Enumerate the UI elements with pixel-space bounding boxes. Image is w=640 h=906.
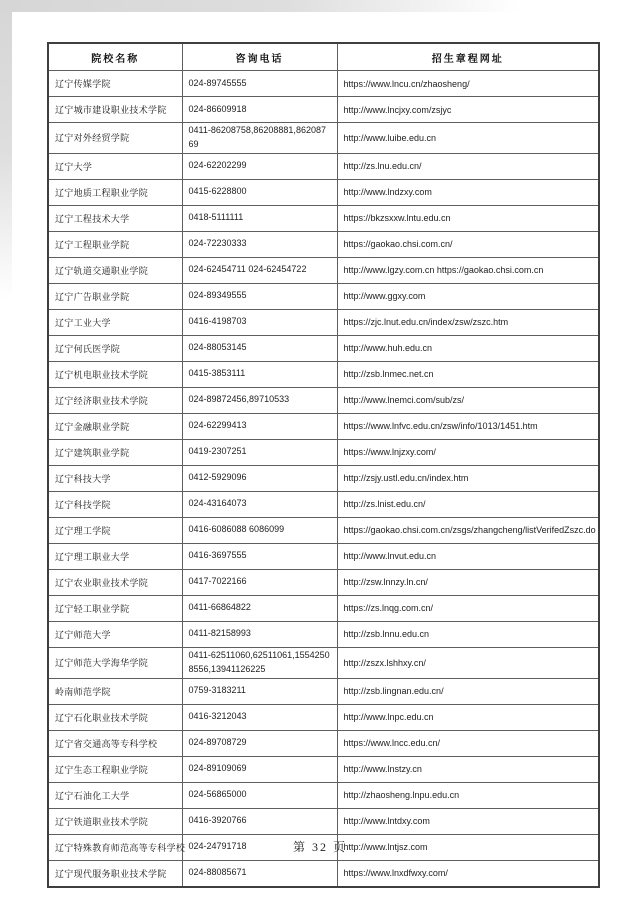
- college-name-cell: 辽宁工业大学: [48, 309, 182, 335]
- page-number: 第 32 页: [292, 840, 347, 854]
- table-row: [48, 153, 599, 179]
- table-row: [48, 678, 599, 704]
- table-row: [48, 647, 599, 678]
- admission-url-cell: https://www.lnfvc.edu.cn/zsw/info/1013/1451.htm: [337, 413, 599, 439]
- college-name-cell: 辽宁铁道职业技术学院: [48, 808, 182, 834]
- phone-cell: 0412-5929096: [182, 465, 337, 491]
- admission-url-cell: http://zsw.lnnzy.ln.cn/: [337, 569, 599, 595]
- phone-cell: 0415-6228800: [182, 179, 337, 205]
- phone-cell: 0416-3920766: [182, 808, 337, 834]
- table-row: [48, 71, 599, 97]
- scan-edge-top: [0, 0, 520, 12]
- admission-url-cell: https://www.lncu.cn/zhaosheng/: [337, 71, 599, 97]
- admission-url-cell: http://zszx.lshhxy.cn/: [337, 647, 599, 678]
- admission-url-cell: http://www.lntjsz.com: [337, 834, 599, 860]
- college-name-cell: 岭南师范学院: [48, 678, 182, 704]
- table-row: [48, 465, 599, 491]
- phone-cell: 024-89349555: [182, 283, 337, 309]
- phone-cell: 0416-3697555: [182, 543, 337, 569]
- phone-cell: 0411-86208758,86208881,86208769: [182, 123, 337, 154]
- phone-cell: 024-88053145: [182, 335, 337, 361]
- admission-url-cell: http://zsb.lnnu.edu.cn: [337, 621, 599, 647]
- phone-cell: 0411-82158993: [182, 621, 337, 647]
- table-row: [48, 517, 599, 543]
- phone-cell: 0759-3183211: [182, 678, 337, 704]
- phone-cell: 024-62202299: [182, 153, 337, 179]
- phone-cell: 024-86609918: [182, 97, 337, 123]
- admission-url-cell: https://gaokao.chsi.com.cn/zsgs/zhangcheng/listVerifedZszc.do: [337, 517, 599, 543]
- college-name-cell: 辽宁对外经贸学院: [48, 123, 182, 154]
- college-name-cell: 辽宁科技大学: [48, 465, 182, 491]
- table-row: [48, 704, 599, 730]
- college-name-cell: 辽宁轻工职业学院: [48, 595, 182, 621]
- table-row: [48, 569, 599, 595]
- admission-url-cell: https://gaokao.chsi.com.cn/: [337, 231, 599, 257]
- phone-cell: 024-72230333: [182, 231, 337, 257]
- table-row: [48, 621, 599, 647]
- phone-cell: 0411-62511060,62511061,15542508556,13941126225: [182, 647, 337, 678]
- table-row: [48, 439, 599, 465]
- table-row: [48, 808, 599, 834]
- phone-cell: 0418-5111111: [182, 205, 337, 231]
- phone-cell: 0416-6086088 6086099: [182, 517, 337, 543]
- college-name-cell: 辽宁工程职业学院: [48, 231, 182, 257]
- college-name-cell: 辽宁建筑职业学院: [48, 439, 182, 465]
- college-name-cell: 辽宁理工职业大学: [48, 543, 182, 569]
- admission-url-cell: http://zsb.lnmec.net.cn: [337, 361, 599, 387]
- admission-url-cell: http://zhaosheng.lnpu.edu.cn: [337, 782, 599, 808]
- admission-url-cell: https://www.lncc.edu.cn/: [337, 730, 599, 756]
- admission-url-cell: http://zs.lnist.edu.cn/: [337, 491, 599, 517]
- admission-url-cell: http://www.lntdxy.com: [337, 808, 599, 834]
- table-row: [48, 97, 599, 123]
- phone-cell: 024-89708729: [182, 730, 337, 756]
- admission-url-cell: http://www.lnemci.com/sub/zs/: [337, 387, 599, 413]
- college-name-cell: 辽宁工程技术大学: [48, 205, 182, 231]
- college-name-cell: 辽宁石油化工大学: [48, 782, 182, 808]
- college-name-cell: 辽宁城市建设职业技术学院: [48, 97, 182, 123]
- college-name-cell: 辽宁生态工程职业学院: [48, 756, 182, 782]
- admission-url-cell: http://www.luibe.edu.cn: [337, 123, 599, 154]
- table-row: [48, 335, 599, 361]
- phone-cell: 024-89872456,89710533: [182, 387, 337, 413]
- college-name-cell: 辽宁师范大学: [48, 621, 182, 647]
- college-name-cell: 辽宁机电职业技术学院: [48, 361, 182, 387]
- college-name-cell: 辽宁理工学院: [48, 517, 182, 543]
- admission-url-cell: http://www.lnstzy.cn: [337, 756, 599, 782]
- phone-cell: 0415-3853111: [182, 361, 337, 387]
- college-contact-table: [47, 42, 600, 888]
- admission-url-cell: http://www.huh.edu.cn: [337, 335, 599, 361]
- college-name-cell: 辽宁广告职业学院: [48, 283, 182, 309]
- table-row: [48, 543, 599, 569]
- table-row: [48, 860, 599, 887]
- admission-url-cell: http://www.lnvut.edu.cn: [337, 543, 599, 569]
- admission-url-cell: https://zjc.lnut.edu.cn/index/zsw/zszc.htm: [337, 309, 599, 335]
- table-row: [48, 309, 599, 335]
- table-row: [48, 361, 599, 387]
- college-name-cell: 辽宁师范大学海华学院: [48, 647, 182, 678]
- phone-cell: 0416-3212043: [182, 704, 337, 730]
- table-row: [48, 257, 599, 283]
- phone-cell: 0411-66864822: [182, 595, 337, 621]
- table-row: [48, 283, 599, 309]
- table-row: [48, 756, 599, 782]
- table-row: [48, 179, 599, 205]
- table-row: [48, 491, 599, 517]
- phone-cell: 024-62454711 024-62454722: [182, 257, 337, 283]
- phone-cell: 024-43164073: [182, 491, 337, 517]
- phone-cell: 024-88085671: [182, 860, 337, 887]
- admission-url-cell: https://bkzsxxw.lntu.edu.cn: [337, 205, 599, 231]
- table-row: [48, 231, 599, 257]
- college-name-cell: 辽宁何氏医学院: [48, 335, 182, 361]
- college-name-cell: 辽宁地质工程职业学院: [48, 179, 182, 205]
- table-row: [48, 595, 599, 621]
- col-header-admission-url: 招生章程网址: [337, 43, 599, 71]
- admission-url-cell: https://zs.lnqg.com.cn/: [337, 595, 599, 621]
- admission-url-cell: http://www.lncjxy.com/zsjyc: [337, 97, 599, 123]
- table-row: [48, 123, 599, 154]
- phone-cell: 024-62299413: [182, 413, 337, 439]
- phone-cell: 024-24791718: [182, 834, 337, 860]
- college-name-cell: 辽宁轨道交通职业学院: [48, 257, 182, 283]
- admission-url-cell: http://zs.lnu.edu.cn/: [337, 153, 599, 179]
- college-name-cell: 辽宁农业职业技术学院: [48, 569, 182, 595]
- college-name-cell: 辽宁大学: [48, 153, 182, 179]
- phone-cell: 024-89745555: [182, 71, 337, 97]
- table-row: [48, 730, 599, 756]
- phone-cell: 024-89109069: [182, 756, 337, 782]
- college-name-cell: 辽宁现代服务职业技术学院: [48, 860, 182, 887]
- admission-url-cell: http://zsb.lingnan.edu.cn/: [337, 678, 599, 704]
- college-name-cell: 辽宁石化职业技术学院: [48, 704, 182, 730]
- col-header-phone: 咨询电话: [182, 43, 337, 71]
- admission-url-cell: http://www.lnpc.edu.cn: [337, 704, 599, 730]
- phone-cell: 0419-2307251: [182, 439, 337, 465]
- col-header-college-name: 院校名称: [48, 43, 182, 71]
- table-row: [48, 387, 599, 413]
- table-body: [48, 71, 599, 887]
- college-name-cell: 辽宁特殊教育师范高等专科学校: [48, 834, 182, 860]
- college-name-cell: 辽宁经济职业技术学院: [48, 387, 182, 413]
- phone-cell: 0416-4198703: [182, 309, 337, 335]
- college-name-cell: 辽宁金融职业学院: [48, 413, 182, 439]
- admission-url-cell: http://zsjy.ustl.edu.cn/index.htm: [337, 465, 599, 491]
- table-header-row: [48, 43, 599, 71]
- scan-edge-left: [0, 0, 12, 300]
- admission-url-cell: https://www.lnjzxy.com/: [337, 439, 599, 465]
- table-row: [48, 205, 599, 231]
- phone-cell: 024-56865000: [182, 782, 337, 808]
- table-row: [48, 782, 599, 808]
- phone-cell: 0417-7022166: [182, 569, 337, 595]
- admission-url-cell: http://www.lgzy.com.cn https://gaokao.chsi.com.cn: [337, 257, 599, 283]
- college-name-cell: 辽宁省交通高等专科学校: [48, 730, 182, 756]
- college-name-cell: 辽宁传媒学院: [48, 71, 182, 97]
- college-name-cell: 辽宁科技学院: [48, 491, 182, 517]
- admission-url-cell: https://www.lnxdfwxy.com/: [337, 860, 599, 887]
- admission-url-cell: http://www.lndzxy.com: [337, 179, 599, 205]
- table-row: [48, 413, 599, 439]
- admission-url-cell: http://www.ggxy.com: [337, 283, 599, 309]
